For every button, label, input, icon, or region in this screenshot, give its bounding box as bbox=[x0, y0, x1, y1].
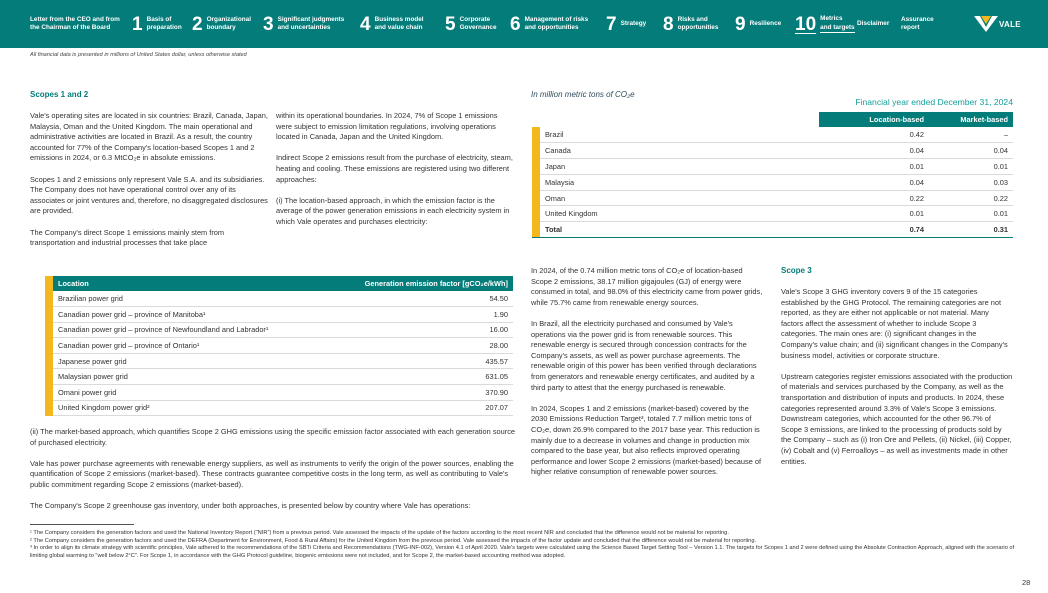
row-accent bbox=[45, 400, 53, 416]
scope-2-discussion bbox=[531, 266, 765, 478]
factor-cell: 435.57 bbox=[324, 353, 513, 369]
nav-label: Letter from the CEO and from the Chairman of the Board bbox=[30, 15, 120, 31]
header-generation-emission-factor: Generation emission factor [gCO₂e/kWh] bbox=[324, 276, 513, 291]
paragraph: In 2024, Scopes 1 and 2 emissions (market-based) covered by the 2030 Emissions Reduction Target³, totaled 7.7 million metric tons of CO₂e, down 26.9% compared to the 2017 base year. This reduction is mainly due to a decrease in volumes and change in production mix compared to the base year, but also reflects improved operating performance and lower Scope 2 emissions (market-based) because of higher relative consumption of renewable power sources. bbox=[531, 403, 762, 477]
paragraph: Indirect Scope 2 emissions result from the purchase of electricity, steam, heating and cooling. These emissions are registered using two different approaches: bbox=[276, 153, 513, 184]
country-cell: United Kingdom bbox=[540, 206, 819, 222]
header-location: Location bbox=[53, 276, 324, 291]
table-row bbox=[532, 127, 1013, 143]
market-based-cell: 0.01 bbox=[929, 206, 1013, 222]
nav-label: Metrics and targets bbox=[820, 15, 854, 33]
scopes-1-2-column-1 bbox=[30, 111, 268, 249]
row-accent bbox=[532, 190, 540, 206]
nav-item-corporate-governance[interactable] bbox=[445, 0, 497, 48]
table-header-row bbox=[532, 112, 1013, 127]
row-accent bbox=[45, 338, 53, 354]
nav-item-resilience[interactable] bbox=[735, 0, 781, 48]
country-cell: Japan bbox=[540, 159, 819, 175]
table-row bbox=[45, 307, 513, 323]
row-accent bbox=[45, 369, 53, 385]
nav-item-organizational-boundary[interactable] bbox=[192, 0, 251, 48]
nav-label: Management of risks and opportunities bbox=[524, 15, 589, 31]
paragraph: The Company's direct Scope 1 emissions mainly stem from transportation and industrial processes that take place bbox=[30, 227, 225, 248]
nav-item-business-model[interactable] bbox=[360, 0, 424, 48]
paragraph: Vale has power purchase agreements with renewable energy suppliers, as well as instruments to verify the origin of the power sources, enabling the quantification of Scope 2 emissions (market-based). These contracts guarantee competitive costs in the long term, as well as contributing to Vale's public commitment regarding Scope 2 emissions (market-based). bbox=[30, 458, 514, 489]
row-accent bbox=[45, 307, 53, 323]
scope-2-emissions-table bbox=[532, 112, 1013, 238]
nav-label: Basis of preparation bbox=[146, 15, 182, 31]
location-based-cell: 0.22 bbox=[819, 190, 929, 206]
country-cell: Canada bbox=[540, 143, 819, 159]
country-cell: Brazil bbox=[540, 127, 819, 143]
factor-cell: 28.00 bbox=[324, 338, 513, 354]
market-based-text bbox=[30, 427, 515, 512]
row-accent bbox=[532, 127, 540, 143]
nav-label: Assurance report bbox=[901, 15, 934, 31]
header-location-based: Location-based bbox=[819, 112, 929, 127]
footnotes bbox=[30, 530, 1030, 560]
nav-label: Strategy bbox=[620, 19, 647, 27]
nav-item-assurance-report[interactable] bbox=[901, 0, 934, 48]
location-cell: Canadian power grid – province of Ontario¹ bbox=[53, 338, 324, 354]
nav-number: 2 bbox=[192, 13, 203, 35]
location-based-cell: 0.04 bbox=[819, 174, 929, 190]
location-based-cell: 0.01 bbox=[819, 206, 929, 222]
footnote-1: ¹ The Company considers the generation factors and used the National Inventory Report ("NIR") from a previous period. Vale assessed the impacts of the update of the factors according to the most recent NIR and concluded that the difference would not be material for reporting. bbox=[30, 530, 729, 536]
market-based-cell: – bbox=[929, 127, 1013, 143]
nav-item-strategy[interactable] bbox=[606, 0, 646, 48]
table-row bbox=[45, 353, 513, 369]
nav-label: Business model and value chain bbox=[374, 15, 424, 31]
row-accent bbox=[45, 291, 53, 307]
row-accent bbox=[532, 174, 540, 190]
nav-item-significant-judgments[interactable] bbox=[263, 0, 344, 48]
paragraph: (i) The location-based approach, in which the emission factor is the average of the power generation emissions in each electricity system in which Vale operates and purchases electricity: bbox=[276, 195, 510, 226]
total-market-based-cell: 0.31 bbox=[929, 222, 1013, 238]
footnote-3: ³ In order to align its climate strategy with scientific principles, Vale adhered to the recommendations of the SBTi Criteria and Recommendations (TWG-INF-002), Version 4.1 of April 2020. Vale's targets were calculated using the Science Based Target Setting Tool – Version 1.1. The targets for Scopes 1 and 2 were defined using the Absolute Contraction Approach, aligned with the scenario of limiting global warming to "well below 2°C". For Scope 1, in accordance with the GHG Protocol guideline, biogenic emissions were not included, and for Scope 2, the market-based accounting method was adopted. bbox=[30, 545, 1015, 559]
factor-cell: 631.05 bbox=[324, 369, 513, 385]
table-row bbox=[45, 291, 513, 307]
location-cell: Japanese power grid bbox=[53, 353, 324, 369]
factor-cell: 207.07 bbox=[324, 400, 513, 416]
paragraph: The Company's Scope 2 greenhouse gas inventory, under both approaches, is presented below by country where Vale has operations: bbox=[30, 501, 471, 511]
total-location-based-cell: 0.74 bbox=[819, 222, 929, 238]
nav-number: 8 bbox=[663, 13, 674, 35]
factor-cell: 16.00 bbox=[324, 322, 513, 338]
location-based-cell: 0.01 bbox=[819, 159, 929, 175]
table-header-row bbox=[45, 276, 513, 291]
row-accent bbox=[532, 222, 540, 238]
factor-cell: 54.50 bbox=[324, 291, 513, 307]
paragraph: Upstream categories register emissions associated with the production of materials and services purchased by the Company, as well as the transportation and distribution of inputs and products. In 2024, these categories represented around 3.3% of Vale's Scope 3 emissions. Downstream categories, which accounted for the other 96.7% of Scope 3 emissions, are linked to the processing of products sold by the Company – such as (i) Iron Ore and Pellets, (ii) Nickel, (iii) Copper, (iv) Cobalt and (v) Ferroalloys – as well as investments made in other entities. bbox=[781, 371, 1013, 466]
paragraph: Vale's operating sites are located in six countries: Brazil, Canada, Japan, Malaysia, Oman and the United Kingdom. The main operational and administrative activities are located in Brazil. As a result, the country accounted for 77% of the Company's location-based Scopes 1 and 2 emissions in 2024, or 6.3 MtCO₂e in absolute emissions. bbox=[30, 111, 268, 163]
vale-logo[interactable] bbox=[974, 16, 1021, 32]
total-label-cell: Total bbox=[540, 222, 819, 238]
table-row bbox=[45, 400, 513, 416]
row-accent bbox=[45, 353, 53, 369]
location-cell: United Kingdom power grid² bbox=[53, 400, 324, 416]
nav-number: 5 bbox=[445, 13, 456, 35]
table-unit-caption: In million metric tons of CO₂e bbox=[531, 90, 635, 99]
location-cell: Malaysian power grid bbox=[53, 369, 324, 385]
top-navigation bbox=[0, 0, 1048, 48]
nav-number: 1 bbox=[132, 13, 143, 35]
table-row bbox=[532, 206, 1013, 222]
nav-item-ceo-letter[interactable] bbox=[30, 0, 120, 48]
scopes-1-2-heading: Scopes 1 and 2 bbox=[30, 90, 89, 99]
nav-number: 6 bbox=[510, 13, 521, 35]
financial-year-caption: Financial year ended December 31, 2024 bbox=[855, 97, 1013, 107]
nav-label: Corporate Governance bbox=[459, 15, 497, 31]
nav-number: 9 bbox=[735, 13, 746, 35]
market-based-cell: 0.03 bbox=[929, 174, 1013, 190]
nav-label: Significant judgments and uncertainties bbox=[277, 15, 345, 31]
row-accent bbox=[532, 206, 540, 222]
paragraph: In 2024, of the 0.74 million metric tons of CO₂e of location-based Scope 2 emissions, 38.17 million gigajoules (GJ) of energy were consumed in total, and 98.0% of this electricity came from power grids, while 75.7% came from renewable energy sources. bbox=[531, 266, 763, 307]
table-row bbox=[45, 338, 513, 354]
header-cell-country bbox=[540, 112, 819, 127]
emission-factors-table bbox=[45, 276, 513, 416]
nav-label: Resilience bbox=[749, 19, 782, 27]
scope-3-text bbox=[781, 287, 1013, 467]
nav-label: Disclaimer bbox=[857, 19, 890, 27]
nav-item-metrics-and-targets[interactable] bbox=[795, 0, 855, 48]
nav-item-basis-of-preparation[interactable] bbox=[132, 0, 182, 48]
row-accent bbox=[45, 385, 53, 401]
table-row bbox=[532, 190, 1013, 206]
vale-logo-icon bbox=[974, 16, 998, 32]
nav-number: 3 bbox=[263, 13, 274, 35]
nav-label: Organizational boundary bbox=[206, 15, 251, 31]
nav-number: 10 bbox=[795, 13, 817, 35]
location-cell: Brazilian power grid bbox=[53, 291, 324, 307]
footnote-divider bbox=[30, 524, 134, 525]
country-cell: Oman bbox=[540, 190, 819, 206]
table-row bbox=[45, 369, 513, 385]
table-row bbox=[45, 322, 513, 338]
location-cell: Omani power grid bbox=[53, 385, 324, 401]
location-based-cell: 0.04 bbox=[819, 143, 929, 159]
row-accent bbox=[532, 143, 540, 159]
footnote-2: ² The Company considers the generation factors and used the DEFRA (Department for Environment, Food & Rural Affairs) for the United Kingdom from the previous period. Vale assessed the impacts of the factor update and concluded that the difference would not be material for reporting. bbox=[30, 537, 757, 544]
market-based-cell: 0.01 bbox=[929, 159, 1013, 175]
factor-cell: 370.90 bbox=[324, 385, 513, 401]
location-based-cell: 0.42 bbox=[819, 127, 929, 143]
row-accent bbox=[45, 322, 53, 338]
location-cell: Canadian power grid – province of Manitoba¹ bbox=[53, 307, 324, 323]
nav-number: 7 bbox=[606, 13, 617, 35]
country-cell: Malaysia bbox=[540, 174, 819, 190]
market-based-cell: 0.04 bbox=[929, 143, 1013, 159]
spacer-cell bbox=[532, 112, 540, 127]
table-row bbox=[532, 159, 1013, 175]
table-row bbox=[532, 143, 1013, 159]
row-accent bbox=[532, 159, 540, 175]
table-row bbox=[532, 174, 1013, 190]
row-accent bbox=[45, 276, 53, 291]
paragraph: Scopes 1 and 2 emissions only represent Vale S.A. and its subsidiaries. The Company does not have operational control over any of its associates or joint ventures and, therefore, no disaggregated disclosures are provided. bbox=[30, 174, 268, 216]
nav-number: 4 bbox=[360, 13, 371, 35]
table-row bbox=[45, 385, 513, 401]
nav-item-management-of-risks[interactable] bbox=[510, 0, 588, 48]
scopes-1-2-column-2 bbox=[276, 111, 514, 228]
nav-item-risks-and-opportunities[interactable] bbox=[663, 0, 718, 48]
paragraph: Vale's Scope 3 GHG inventory covers 9 of the 15 categories established by the GHG Protocol. The remaining categories are not reported, as they are either not applicable or not material. Many factors affect the assessment of whether to include Scope 3 categories. The main ones are: (i) significant changes in the Company's value chain; and (ii) significant changes in the Company's business model, activities or corporate structure. bbox=[781, 287, 1008, 360]
page-number: 28 bbox=[1022, 578, 1031, 587]
currency-note: All financial data is presented in millions of United States dollar, unless otherwise stated bbox=[30, 52, 247, 58]
nav-label: Risks and opportunities bbox=[677, 15, 719, 31]
paragraph: within its operational boundaries. In 2024, 7% of Scope 1 emissions were subject to emission limitation regulations, involving operations located in Canada, Japan and the United Kingdom. bbox=[276, 111, 498, 142]
nav-item-disclaimer[interactable] bbox=[857, 0, 889, 48]
location-cell: Canadian power grid – province of Newfoundland and Labrador¹ bbox=[53, 322, 324, 338]
factor-cell: 1.90 bbox=[324, 307, 513, 323]
market-based-cell: 0.22 bbox=[929, 190, 1013, 206]
scope-3-heading: Scope 3 bbox=[781, 266, 812, 275]
paragraph: In Brazil, all the electricity purchased and consumed by Vale's operations via the power grid is from renewable sources. This renewable energy is secured through concession contracts for the Company's assets, as well as power purchase agreements. The renewable origin of this power has been verified through declarations from generators and renewable energy certificates, and audited by a third party to attest that the energy purchased is renewable. bbox=[531, 318, 757, 392]
header-market-based: Market-based bbox=[929, 112, 1013, 127]
paragraph: (ii) The market-based approach, which quantifies Scope 2 GHG emissions using the specific emission factor associated with each generation source of purchased electricity. bbox=[30, 427, 516, 447]
logo-text: VALE bbox=[999, 19, 1021, 29]
table-total-row bbox=[532, 222, 1013, 238]
